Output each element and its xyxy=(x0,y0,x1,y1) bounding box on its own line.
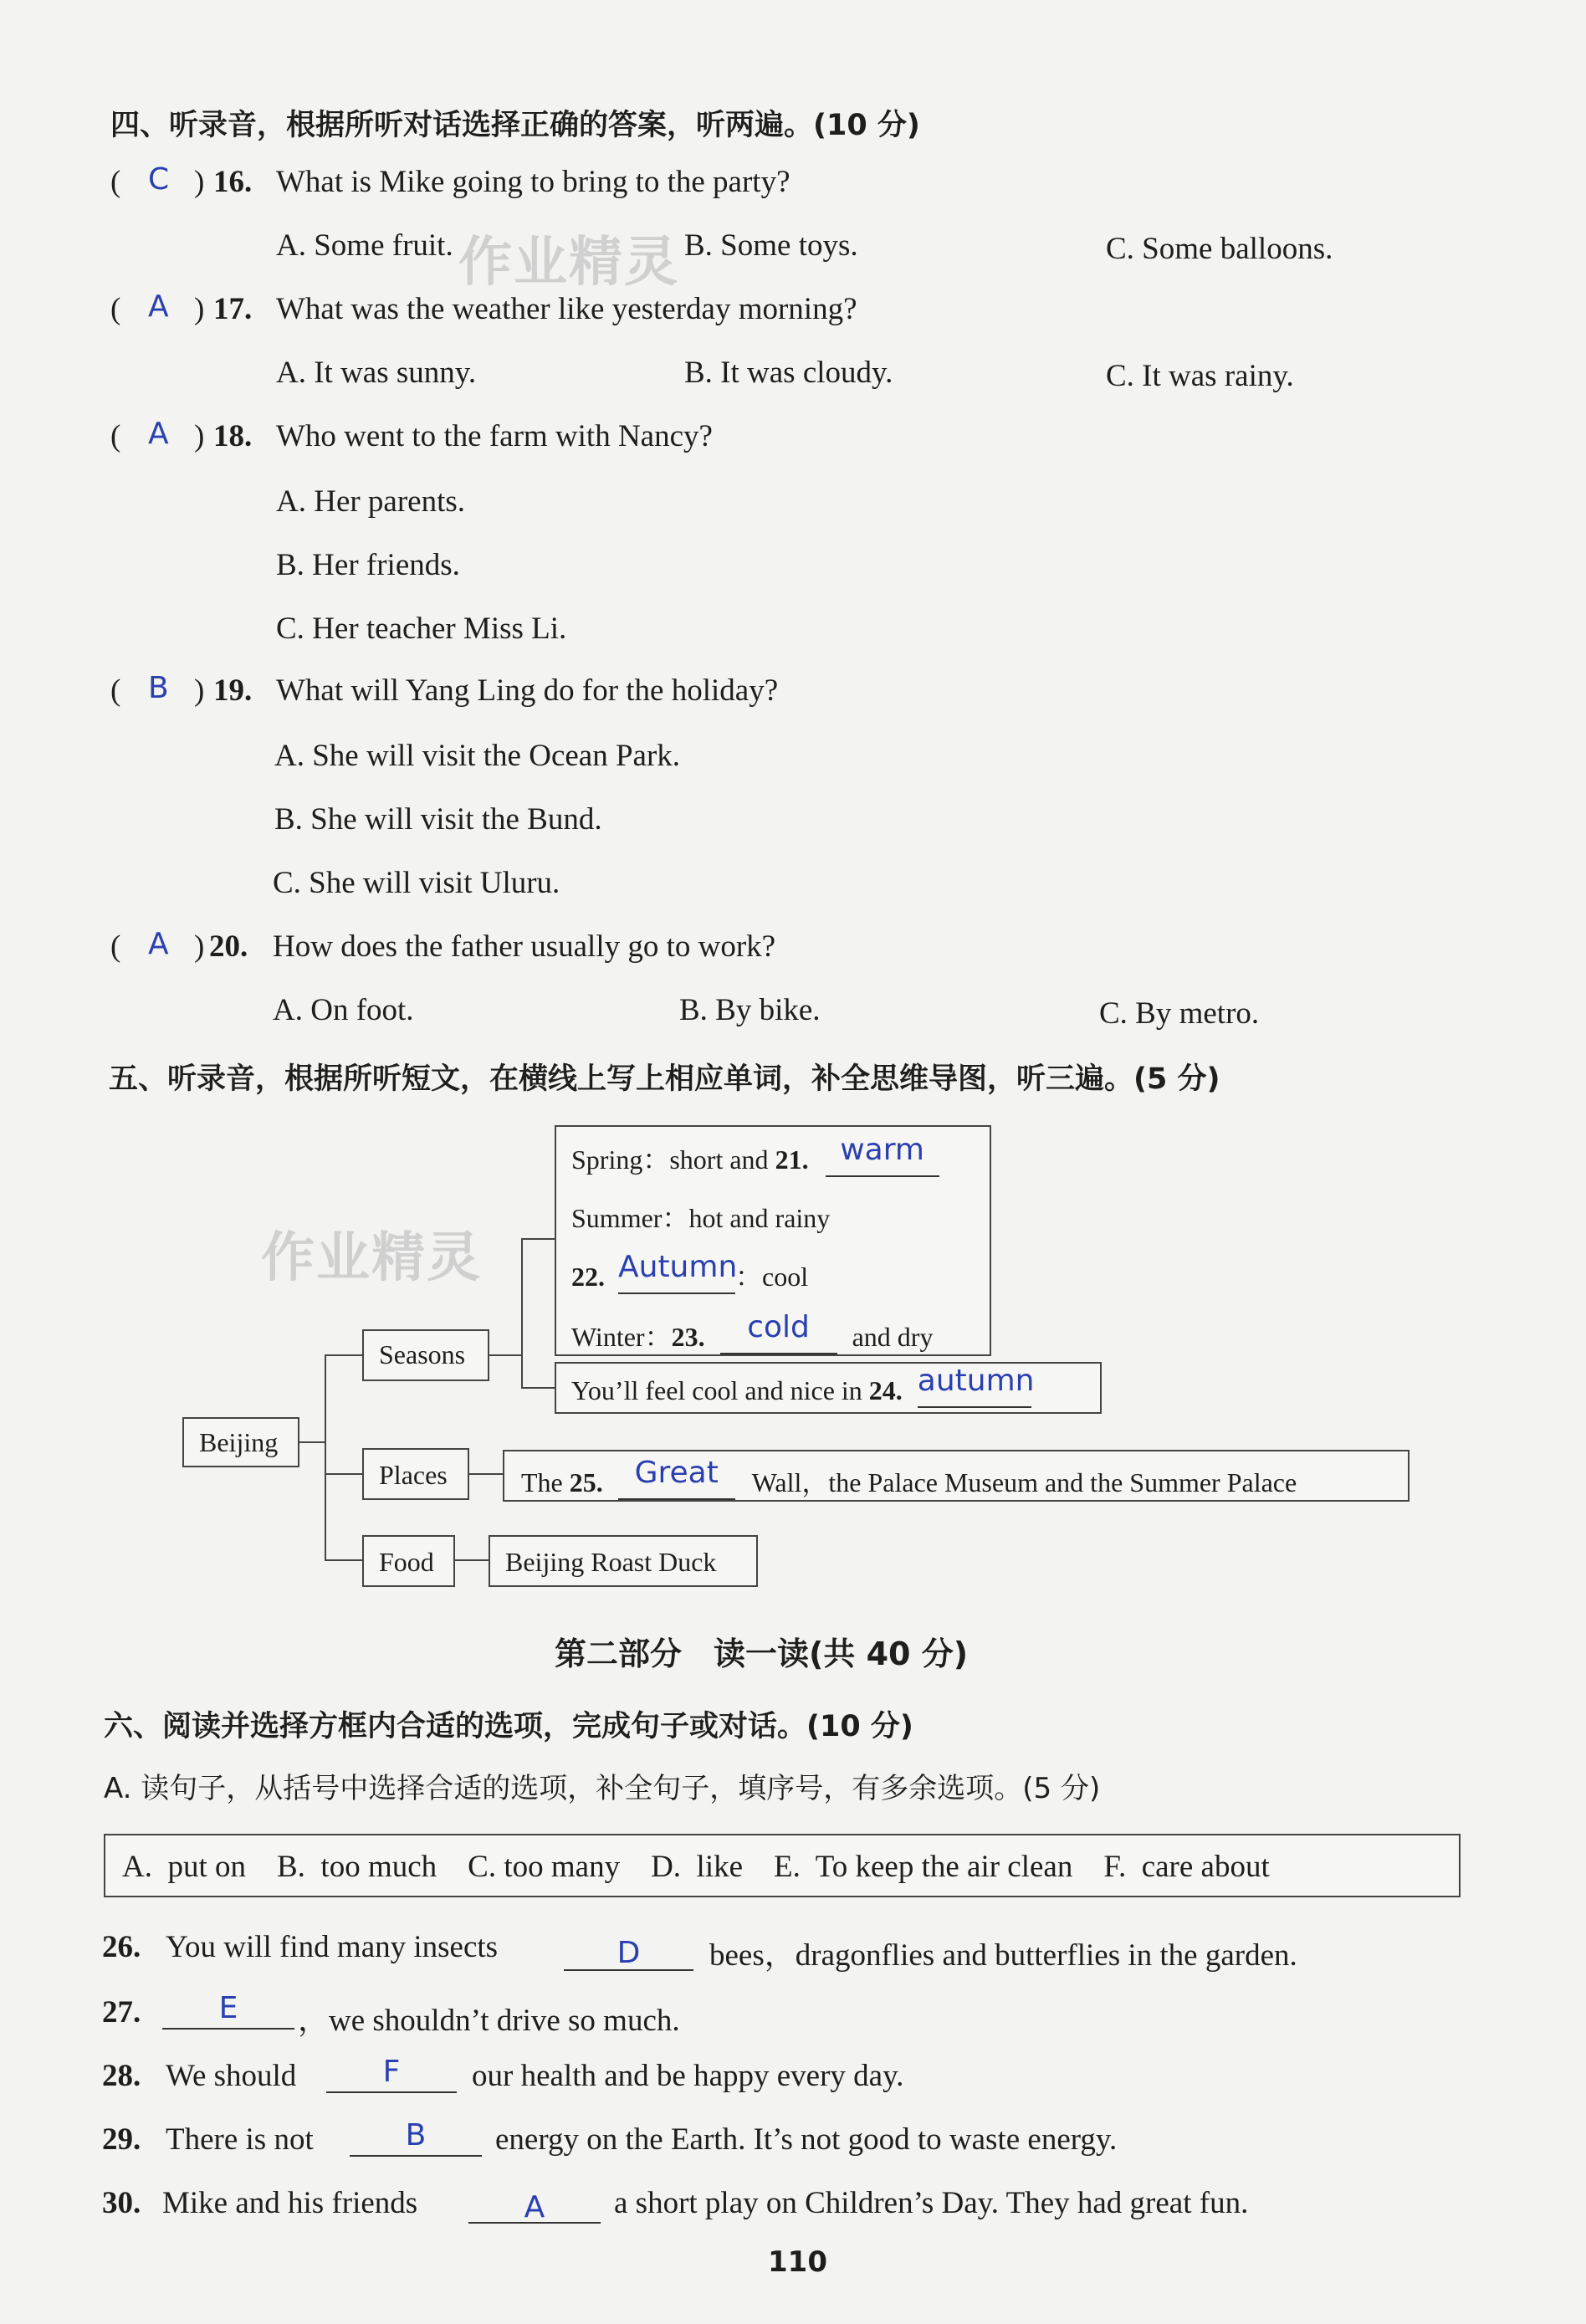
watermark: 作业精灵 xyxy=(261,1227,482,1289)
spring-line: Spring：short and 21. warm xyxy=(571,1139,939,1177)
branch-places: Places xyxy=(362,1448,469,1500)
blank-27[interactable] xyxy=(162,1991,294,2030)
option-b: B. Some toys. xyxy=(684,228,858,263)
question-number: 20. xyxy=(209,929,248,964)
question-number: 16. xyxy=(213,165,253,199)
option-b: B. By bike. xyxy=(679,993,821,1027)
section-5-title: 五、听录音，根据所听短文，在横线上写上相应单词，补全思维导图，听三遍。(5 分) xyxy=(109,1062,1220,1096)
watermark: 作业精灵 xyxy=(458,232,679,294)
option-a: A. Some fruit. xyxy=(276,228,453,263)
question-number: 17. xyxy=(213,292,253,326)
answer-28: F xyxy=(382,2055,401,2089)
autumn-line: 22. Autumn ：cool xyxy=(571,1256,808,1294)
answer-21: warm xyxy=(840,1133,924,1167)
part-2-title: 第二部分 读一读(共 40 分) xyxy=(555,1636,969,1672)
option-c: C. Some balloons. xyxy=(1106,232,1333,266)
answer-18: A xyxy=(148,417,169,451)
food-box: Beijing Roast Duck xyxy=(489,1535,758,1587)
option-a: A. On foot. xyxy=(273,993,414,1027)
root-node: Beijing xyxy=(182,1417,299,1467)
blank-26[interactable] xyxy=(564,1932,693,1971)
answer-20: A xyxy=(148,927,169,961)
options-box xyxy=(104,1834,1461,1897)
question-number: 18. xyxy=(213,419,253,453)
section-6-title: 六、阅读并选择方框内合适的选项，完成句子或对话。(10 分) xyxy=(104,1710,913,1743)
answer-24: autumn xyxy=(917,1364,1035,1398)
question-text: What was the weather like yesterday morning? xyxy=(276,292,857,326)
question-number: 19. xyxy=(213,673,253,708)
answer-22: Autumn xyxy=(618,1250,738,1284)
answer-25: Great xyxy=(634,1456,719,1490)
question-text: What is Mike going to bring to the party? xyxy=(276,165,790,199)
option-a: A. She will visit the Ocean Park. xyxy=(274,739,681,773)
option-a: A. Her parents. xyxy=(276,484,466,519)
summer-line: Summer：hot and rainy xyxy=(571,1203,831,1233)
question-text: Who went to the farm with Nancy? xyxy=(276,419,713,453)
places-box: The 25. Great Wall，the Palace Museum and the Summer Palace xyxy=(503,1450,1409,1502)
blank-30[interactable] xyxy=(468,2185,601,2224)
option-c: C. It was rainy. xyxy=(1106,359,1294,393)
section-4-title: 四、听录音，根据所听对话选择正确的答案，听两遍。(10 分) xyxy=(110,109,920,142)
section-6-subtitle: A. 读句子，从括号中选择合适的选项，补全句子，填序号，有多余选项。(5 分) xyxy=(104,1772,1101,1805)
option-a: A. It was sunny. xyxy=(276,356,477,390)
answer-29: B xyxy=(405,2118,427,2153)
branch-seasons: Seasons xyxy=(362,1329,489,1381)
answer-26: D xyxy=(616,1936,641,1970)
winter-line: Winter：23. cold and dry xyxy=(571,1316,933,1354)
answer-30: A xyxy=(524,2190,545,2224)
answer-27: E xyxy=(218,1991,238,2025)
option-c: C. She will visit Uluru. xyxy=(273,866,560,900)
answer-17: A xyxy=(148,289,169,324)
options-text: A. put on B. too much C. too many D. like E. To keep the air clean F. care about xyxy=(122,1850,1270,1884)
page-number: 110 xyxy=(768,2245,827,2279)
answer-16: C xyxy=(148,162,170,197)
option-c: C. Her teacher Miss Li. xyxy=(276,612,567,646)
option-b: B. It was cloudy. xyxy=(684,356,893,390)
answer-23: cold xyxy=(747,1310,810,1344)
blank-28[interactable] xyxy=(326,2055,457,2093)
branch-food: Food xyxy=(362,1535,455,1587)
blank-29[interactable] xyxy=(350,2118,482,2157)
feel-box: You’ll feel cool and nice in 24. autumn xyxy=(555,1362,1102,1414)
question-text: What will Yang Ling do for the holiday? xyxy=(276,673,779,708)
question-text: How does the father usually go to work? xyxy=(273,929,776,964)
seasons-detail xyxy=(555,1125,991,1356)
option-b: B. Her friends. xyxy=(276,548,460,582)
option-c: C. By metro. xyxy=(1099,996,1260,1031)
option-b: B. She will visit the Bund. xyxy=(274,802,602,837)
answer-19: B xyxy=(148,671,169,705)
